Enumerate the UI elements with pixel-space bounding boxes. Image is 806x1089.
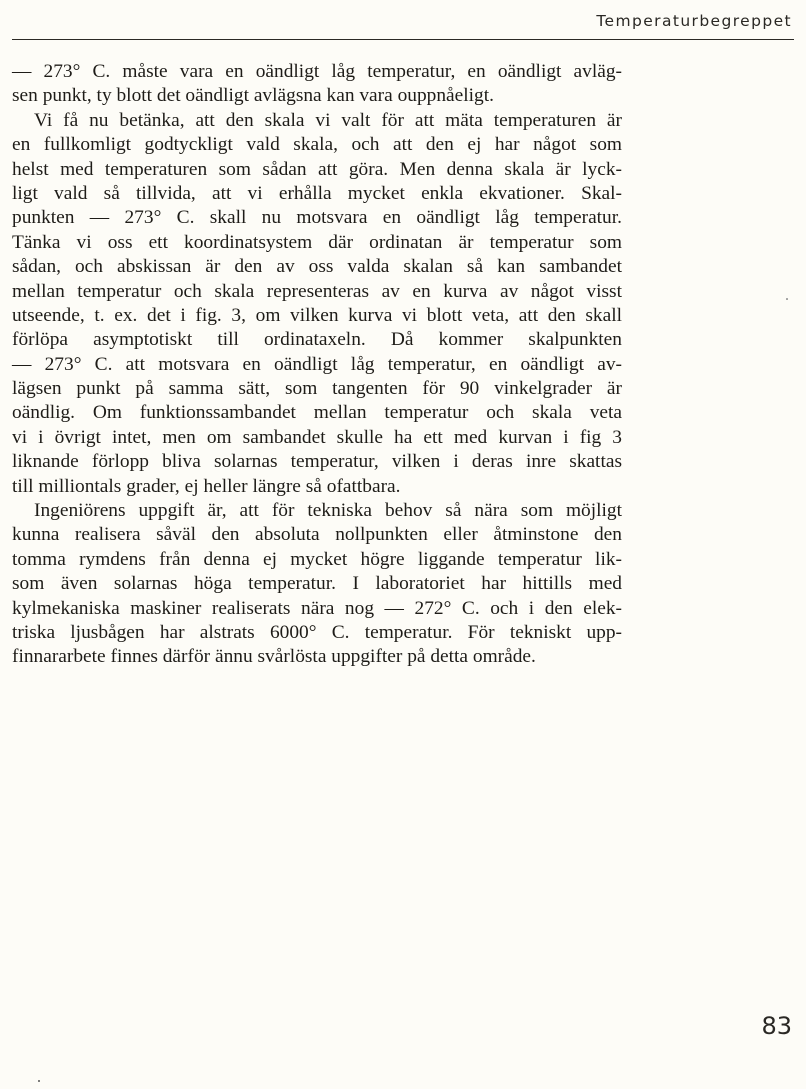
text-line: mellan temperatur och skala representeras av en kurva av något visst (12, 280, 622, 302)
paper-speck (38, 1080, 40, 1082)
header-rule (12, 39, 794, 40)
text-line: oändlig. Om funktionssambandet mellan temperatur och skala veta (12, 402, 622, 424)
running-head-title: Temperaturbegreppet (596, 12, 792, 30)
text-line: Ingeniörens uppgift är, att för tekniska behov så nära som möjligt (34, 500, 622, 522)
text-line: finnararbete finnes därför ännu svårlösta uppgifter på detta område. (12, 646, 536, 668)
page-number: 83 (761, 1012, 792, 1040)
text-line: kunna realisera såväl den absoluta nollpunkten eller åtminstone den (12, 524, 622, 546)
text-line: sen punkt, ty blott det oändligt avlägsna kan vara ouppnåeligt. (12, 85, 494, 107)
text-line: till milliontals grader, ej heller längre så ofattbara. (12, 475, 401, 497)
text-line: som även solarnas höga temperatur. I laboratoriet har hittills med (12, 573, 622, 595)
text-line: helst med temperaturen som sådan att göra. Men denna skala är lyck- (12, 158, 622, 180)
text-line: vi i övrigt intet, men om sambandet skulle ha ett med kurvan i fig 3 (12, 426, 622, 448)
text-line: triska ljusbågen har alstrats 6000° C. temperatur. För tekniskt upp- (12, 621, 622, 643)
text-line: kylmekaniska maskiner realiserats nära nog — 272° C. och i den elek- (12, 597, 622, 619)
text-line: Tänka vi oss ett koordinatsystem där ordinatan är temperatur som (12, 231, 622, 253)
text-line: punkten — 273° C. skall nu motsvara en oändligt låg temperatur. (12, 207, 622, 229)
text-line: ligt vald så tillvida, att vi erhålla mycket enkla ekvationer. Skal- (12, 182, 622, 204)
text-line: utseende, t. ex. det i fig. 3, om vilken kurva vi blott veta, att den skall (12, 304, 622, 326)
text-line: liknande förlopp bliva solarnas temperatur, vilken i deras inre skattas (12, 451, 622, 473)
text-line: sådan, och abskissan är den av oss valda skalan så kan sambandet (12, 256, 622, 278)
text-line: — 273° C. måste vara en oändligt låg temperatur, en oändligt avläg- (12, 61, 622, 82)
text-line: Vi få nu betänka, att den skala vi valt för att mäta temperaturen är (34, 109, 622, 131)
paper-speck (786, 298, 788, 300)
text-line: tomma rymdens från denna ej mycket högre liggande temperatur lik- (12, 548, 622, 570)
body-text (12, 60, 622, 670)
text-line: lägsen punkt på samma sätt, som tangenten för 90 vinkelgrader är (12, 378, 622, 400)
text-line: — 273° C. att motsvara en oändligt låg temperatur, en oändligt av- (12, 353, 622, 375)
text-line: förlöpa asymptotiskt till ordinataxeln. Då kommer skalpunkten (12, 329, 622, 351)
text-line: en fullkomligt godtyckligt vald skala, och att den ej har något som (12, 134, 622, 156)
